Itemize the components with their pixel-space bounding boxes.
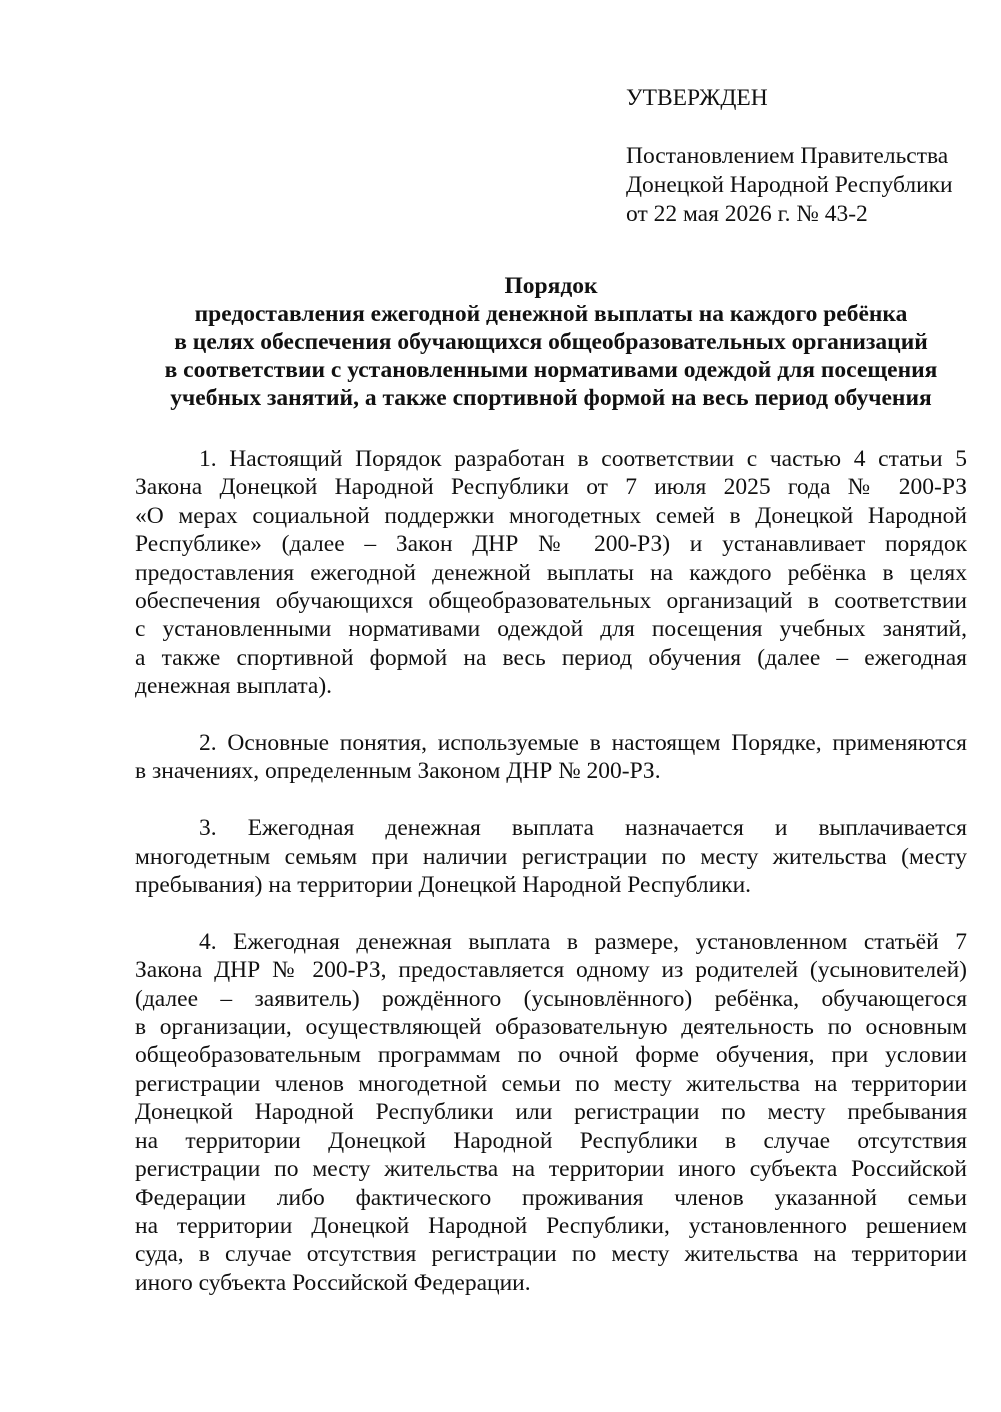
approval-line: Постановлением Правительства	[626, 143, 949, 169]
document-title	[135, 272, 967, 412]
paragraph-line: в организации, осуществляющей образовательную деятельность по основным	[135, 1014, 967, 1041]
approval-stamp	[626, 84, 986, 229]
paragraph-line: на территории Донецкой Народной Республики, установленного решением	[135, 1212, 967, 1239]
paragraph-line: иного субъекта Российской Федерации.	[135, 1269, 531, 1296]
title-line: в соответствии с установленными нормативами одеждой для посещения	[164, 357, 938, 383]
title-line: учебных занятий, а также спортивной формой на весь период обучения	[170, 385, 932, 411]
paragraph-line: с установленными нормативами одеждой для посещения учебных занятий,	[135, 616, 967, 643]
paragraph-line: на территории Донецкой Народной Республики в случае отсутствия	[135, 1127, 967, 1154]
paragraph-line: регистрации по месту жительства на территории иного субъекта Российской	[135, 1156, 967, 1183]
paragraph-line: (далее – заявитель) рождённого (усыновлённого) ребёнка, обучающегося	[135, 985, 967, 1012]
paragraph-line: Закона ДНР № 200-РЗ, предоставляется одному из родителей (усыновителей)	[135, 957, 967, 984]
paragraph-2	[135, 729, 967, 786]
paragraph-line: в значениях, определенным Законом ДНР № 200-РЗ.	[135, 758, 661, 785]
paragraph-line: 4. Ежегодная денежная выплата в размере, установленном статьёй 7	[199, 928, 967, 955]
approval-line: Донецкой Народной Республики	[626, 172, 953, 198]
title-line: предоставления ежегодной денежной выплаты на каждого ребёнка	[194, 301, 908, 327]
paragraph-line: предоставления ежегодной денежной выплаты на каждого ребёнка в целях	[135, 559, 967, 586]
paragraph-line: Донецкой Народной Республики или регистрации по месту пребывания	[135, 1099, 967, 1126]
paragraph-line: пребывания) на территории Донецкой Народной Республики.	[135, 872, 752, 899]
paragraph-line: регистрации членов многодетной семьи по месту жительства на территории	[135, 1070, 967, 1097]
paragraph-line: «О мерах социальной поддержки многодетных семей в Донецкой Народной	[135, 502, 967, 529]
document-body	[135, 445, 967, 1326]
paragraph-line: Закона Донецкой Народной Республики от 7 июля 2025 года № 200-РЗ	[135, 474, 967, 501]
paragraph-line: 2. Основные понятия, используемые в настоящем Порядке, применяются	[199, 730, 967, 757]
paragraph-1	[135, 445, 967, 701]
paragraph-line: обеспечения обучающихся общеобразовательных организаций в соответствии	[135, 588, 967, 615]
paragraph-line: а также спортивной формой на весь период обучения (далее – ежегодная	[135, 644, 967, 671]
paragraph-line: многодетным семьям при наличии регистрации по месту жительства (месту	[135, 843, 967, 870]
paragraph-line: 1. Настоящий Порядок разработан в соответствии с частью 4 статьи 5	[199, 446, 967, 472]
paragraph-line: 3. Ежегодная денежная выплата назначается и выплачивается	[199, 815, 967, 842]
paragraph-4	[135, 928, 967, 1297]
approval-line: от 22 мая 2026 г. № 43-2	[626, 201, 868, 227]
paragraph-line: денежная выплата).	[135, 673, 333, 700]
approved-heading: УТВЕРЖДЕН	[626, 85, 768, 111]
title-line: в целях обеспечения обучающихся общеобразовательных организаций	[174, 329, 928, 355]
title-line: Порядок	[504, 273, 598, 299]
paragraph-line: суда, в случае отсутствия регистрации по месту жительства на территории	[135, 1241, 967, 1268]
paragraph-3	[135, 814, 967, 899]
paragraph-line: Федерации либо фактического проживания членов указанной семьи	[135, 1184, 967, 1211]
paragraph-line: Республике» (далее – Закон ДНР № 200-РЗ) и устанавливает порядок	[135, 531, 967, 558]
paragraph-line: общеобразовательным программам по очной форме обучения, при условии	[135, 1042, 967, 1069]
